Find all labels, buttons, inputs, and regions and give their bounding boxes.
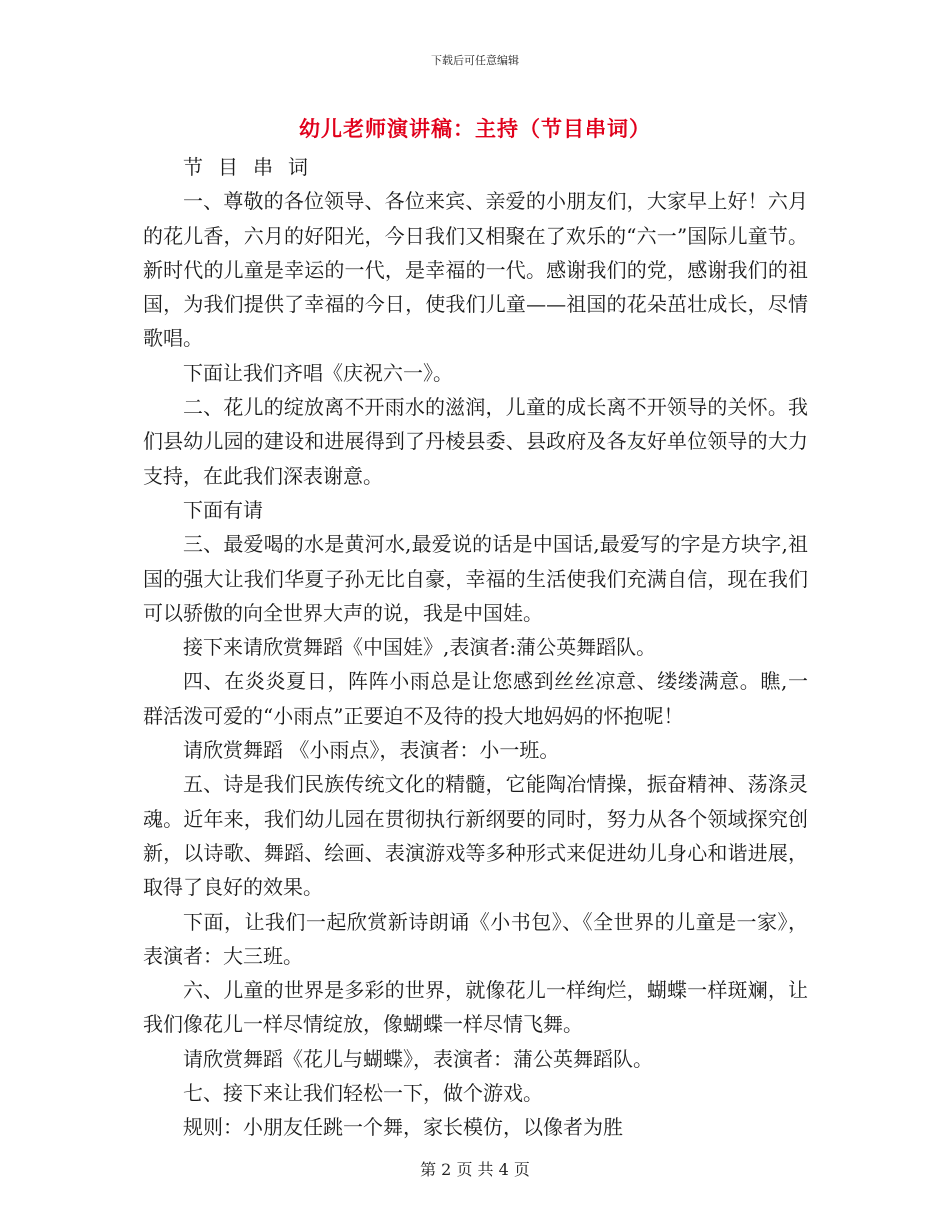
paragraph: 规则：小朋友任跳一个舞，家长模仿，以像者为胜 [183, 1115, 623, 1140]
paragraph: 三、最爱喝的水是黄河水,最爱说的话是中国话,最爱写的字是方块字,祖国的强大让我们华夏子孙无比自豪，幸福的生活使我们充满自信，现在我们可以骄傲的向全世界大声的说，我是中国娃。 [143, 532, 808, 625]
page-header-note: 下载后可任意编辑 [431, 54, 519, 67]
paragraph: 一、尊敬的各位领导、各位来宾、亲爱的小朋友们，大家早上好！六月的花儿香，六月的好阳光，今日我们又相聚在了欢乐的“六一”国际儿童节。新时代的儿童是幸运的一代，是幸福的一代。感谢我们的党，感谢我们的祖国，为我们提供了幸福的今日，使我们儿童——祖国的花朵茁壮成长，尽情歌唱。 [143, 189, 808, 351]
paragraph: 请欣赏舞蹈 《小雨点》，表演者：小一班。 [183, 738, 560, 763]
paragraph: 下面，让我们一起欣赏新诗朗诵《小书包》、《全世界的儿童是一家》，表演者：大三班。 [143, 909, 808, 968]
paragraph: 六、儿童的世界是多彩的世界，就像花儿一样绚烂，蝴蝶一样斑斓，让我们像花儿一样尽情绽放，像蝴蝶一样尽情飞舞。 [143, 978, 808, 1037]
document-body [143, 150, 808, 1145]
paragraph: 下面有请 [183, 497, 263, 522]
page-number-footer: 第 2 页 共 4 页 [420, 1160, 530, 1179]
paragraph: 四、在炎炎夏日，阵阵小雨总是让您感到丝丝凉意、缕缕满意。瞧,一群活泼可爱的“小雨点”正要迫不及待的投大地妈妈的怀抱呢！ [143, 669, 808, 728]
section-heading: 节目串词 [183, 155, 323, 179]
document-title: 幼儿老师演讲稿：主持（节目串词） [299, 117, 651, 141]
paragraph: 二、花儿的绽放离不开雨水的滋润，儿童的成长离不开领导的关怀。我们县幼儿园的建设和进展得到了丹棱县委、县政府及各友好单位领导的大力支持，在此我们深表谢意。 [143, 395, 808, 488]
paragraph: 下面让我们齐唱《庆祝六一》。 [183, 360, 453, 385]
paragraph: 七、接下来让我们轻松一下，做个游戏。 [183, 1081, 543, 1106]
paragraph: 五、诗是我们民族传统文化的精髓，它能陶冶情操，振奋精神、荡涤灵魂。近年来，我们幼儿园在贯彻执行新纲要的同时，努力从各个领域探究创新，以诗歌、舞蹈、绘画、表演游戏等多种形式来促进幼儿身心和谐进展，取得了良好的效果。 [143, 772, 808, 900]
paragraph: 请欣赏舞蹈《花儿与蝴蝶》，表演者：蒲公英舞蹈队。 [183, 1046, 653, 1071]
paragraph: 接下来请欣赏舞蹈《中国娃》,表演者:蒲公英舞蹈队。 [183, 635, 657, 660]
